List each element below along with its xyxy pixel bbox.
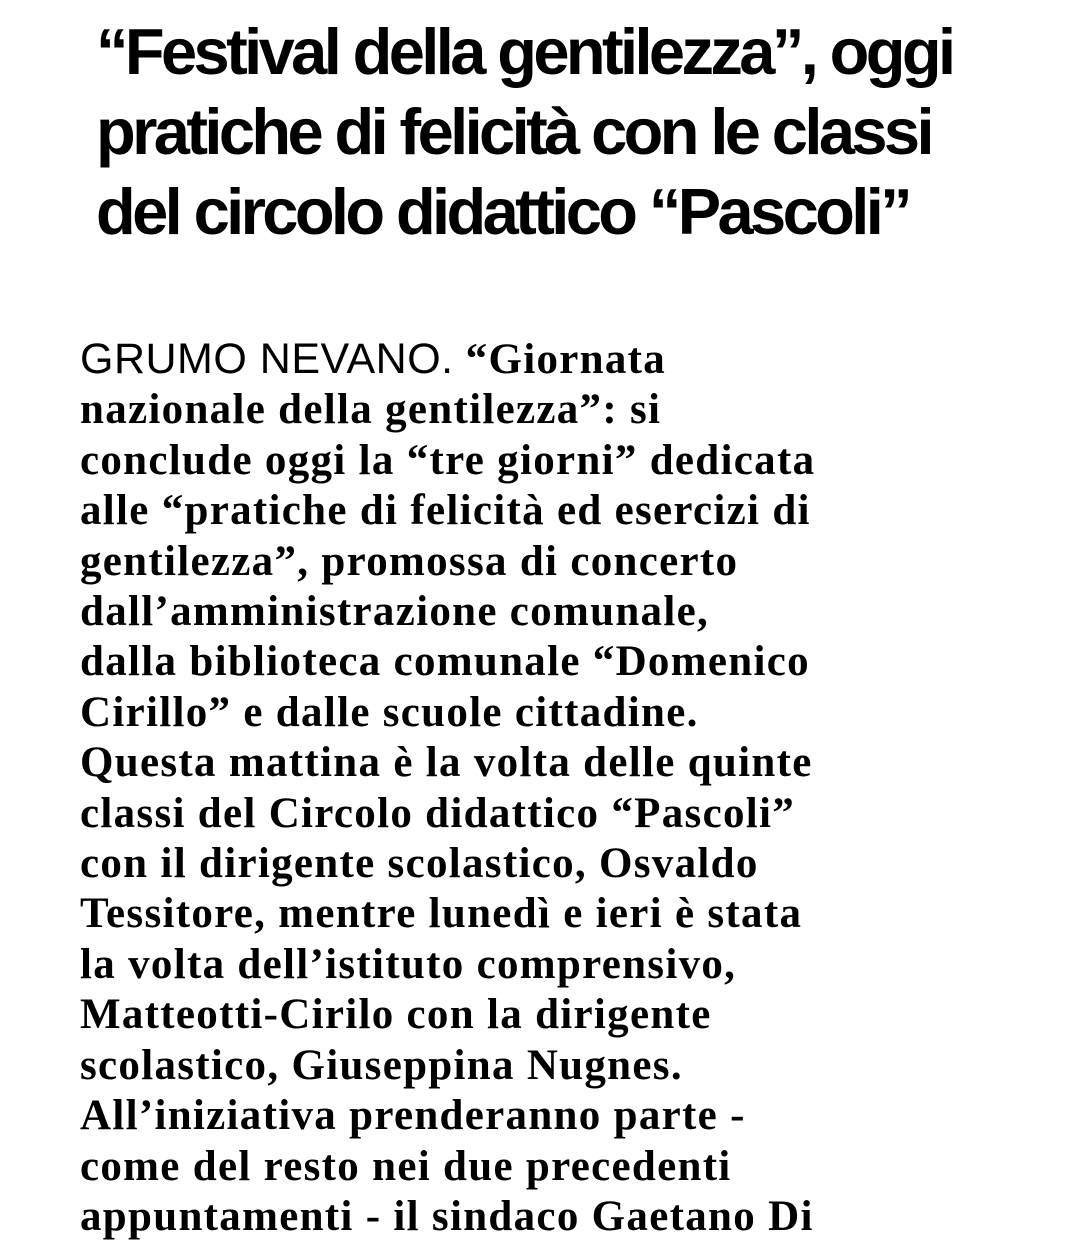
headline-line: pratiche di felicità con le classi (96, 95, 931, 168)
article-line: classi del Circolo didattico “Pascoli” (80, 789, 796, 837)
article-body (80, 334, 1070, 1242)
article-line: Matteotti-Cirilo con la dirigente (80, 991, 712, 1039)
article-line: All’iniziativa prenderanno parte - (80, 1092, 746, 1140)
article-line: con il dirigente scolastico, Osvaldo (80, 840, 759, 888)
article-line: nazionale della gentilezza”: si (80, 386, 662, 434)
article-line: conclude oggi la “tre giorni” dedicata (80, 436, 816, 484)
article-line: gentilezza”, promossa di concerto (80, 537, 739, 585)
article-first-line (80, 334, 1070, 385)
article-line: come del resto nei due precedenti (80, 1142, 732, 1190)
article-line: Tessitore, mentre lunedì e ieri è stata (80, 890, 803, 938)
article-headline (96, 12, 1056, 252)
article-line: scolastico, Giuseppina Nugnes. (80, 1041, 683, 1089)
headline-line: del circolo didattico “Pascoli” (96, 175, 910, 248)
article-first-line-text: “Giornata (453, 336, 667, 383)
headline-line: “Festival della gentilezza”, oggi (96, 15, 953, 88)
article-line: appuntamenti - il sindaco Gaetano Di (80, 1192, 814, 1240)
article-line: dall’amministrazione comunale, (80, 588, 710, 636)
article-dateline: GRUMO NEVANO. (80, 335, 454, 383)
article-line: Questa mattina è la volta delle quinte (80, 739, 813, 787)
article-line: la volta dell’istituto comprensivo, (80, 940, 737, 988)
article-line: alle “pratiche di felicità ed esercizi di (80, 487, 811, 535)
article-line: Cirillo” e dalle scuole cittadine. (80, 688, 699, 736)
article-line: dalla biblioteca comunale “Domenico (80, 638, 810, 686)
